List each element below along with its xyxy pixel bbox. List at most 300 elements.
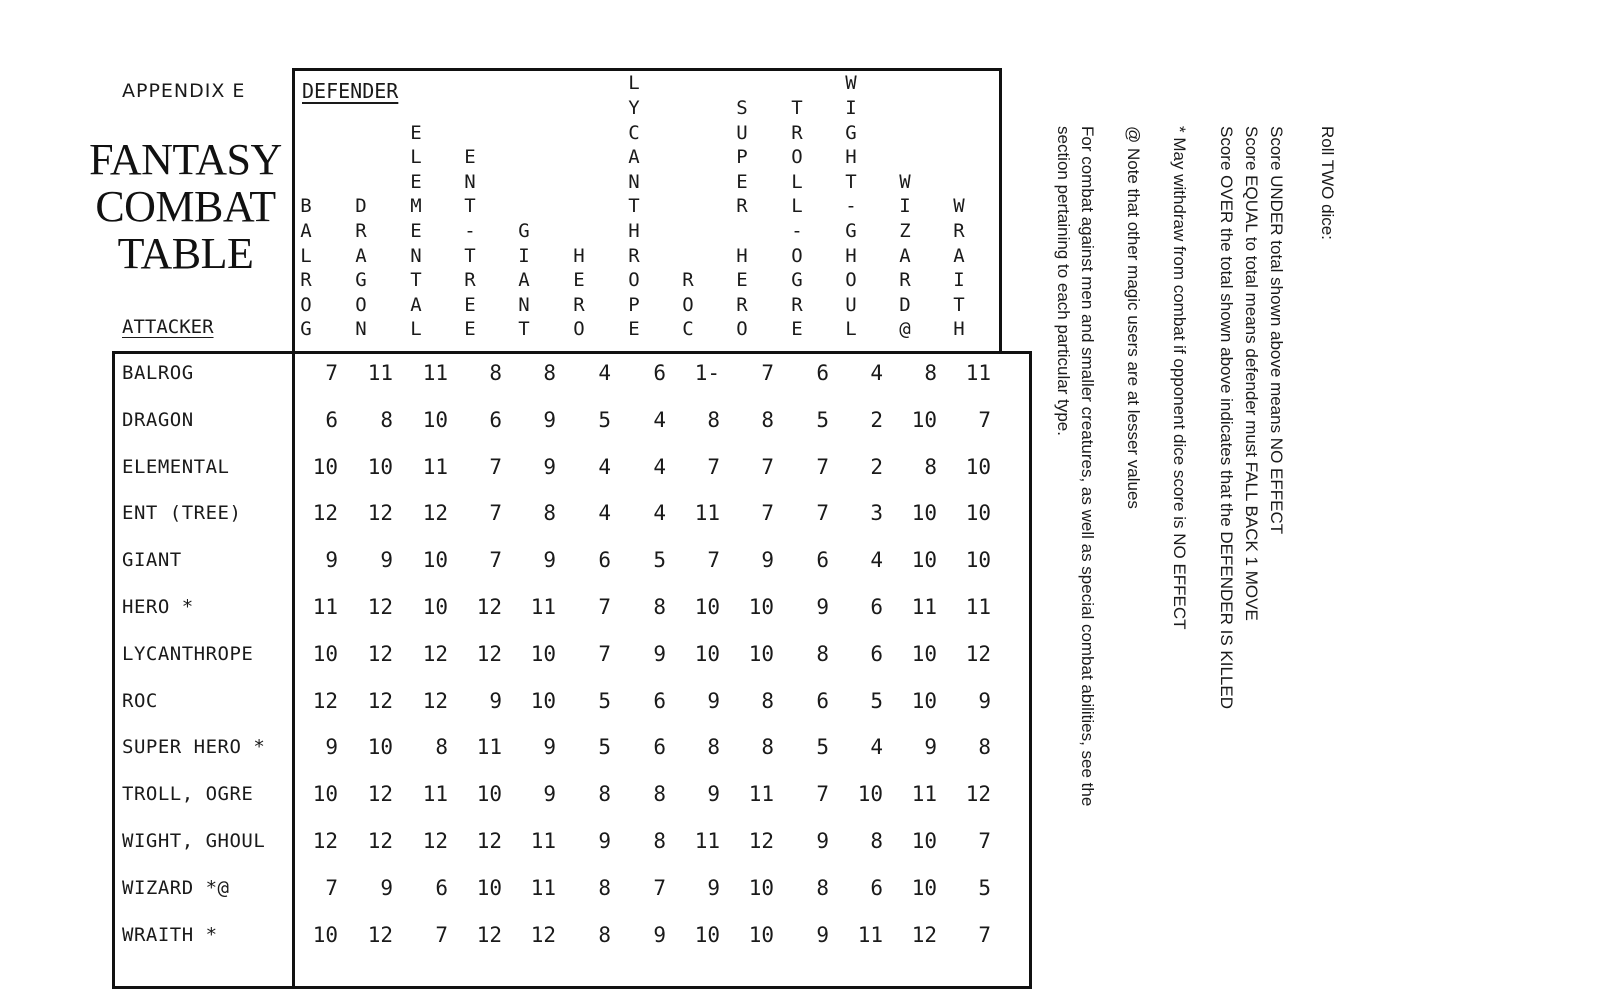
attacker-row-label: ELEMENTAL	[122, 455, 230, 478]
header-letter: G	[845, 121, 857, 144]
table-cell: 12	[965, 641, 991, 666]
table-cell: 8	[816, 875, 829, 900]
table-cell: 7	[978, 922, 991, 947]
defender-label: DEFENDER	[302, 79, 399, 103]
table-cell: 7	[761, 501, 774, 526]
table-cell: 10	[312, 641, 338, 666]
attacker-row-label: DRAGON	[122, 408, 194, 431]
header-letter: T	[845, 170, 857, 193]
attacker-row-label: HERO *	[122, 596, 194, 618]
table-cell: 9	[978, 688, 991, 713]
table-cell: 12	[312, 501, 338, 526]
table-cell: 7	[435, 922, 448, 947]
table-cell: 3	[870, 501, 883, 526]
table-cell: 7	[816, 782, 829, 807]
table-cell: 10	[965, 501, 991, 526]
header-letter: -	[845, 195, 857, 218]
table-cell: 7	[598, 641, 611, 666]
table-cell: 11	[530, 829, 556, 853]
header-letter: Z	[899, 220, 911, 243]
table-cell: 9	[816, 829, 829, 853]
table-cell: 10	[965, 454, 991, 479]
header-letter: H	[845, 244, 857, 267]
header-letter: A	[355, 244, 367, 267]
table-cell: 1-	[694, 361, 720, 385]
table-cell: 6	[653, 688, 666, 713]
header-letter: C	[682, 318, 694, 341]
table-cell: 9	[543, 548, 556, 573]
table-cell: 6	[816, 361, 829, 385]
header-letter: O	[736, 318, 748, 341]
header-letter: I	[899, 195, 911, 218]
table-cell: 11	[965, 595, 991, 619]
header-letter: E	[573, 269, 585, 292]
table-cell: 8	[489, 361, 502, 385]
table-cell: 5	[598, 688, 611, 713]
table-cell: 5	[816, 735, 829, 760]
table-cell: 10	[422, 595, 448, 619]
header-letter: L	[845, 318, 857, 341]
table-cell: 11	[367, 361, 393, 385]
table-cell: 10	[748, 875, 774, 900]
header-letter: I	[518, 244, 530, 267]
header-letter: T	[791, 97, 803, 120]
header-letter: E	[410, 121, 422, 144]
table-cell: 6	[870, 641, 883, 666]
header-letter: O	[628, 269, 640, 292]
table-cell: 10	[911, 407, 937, 432]
table-cell: 12	[422, 829, 448, 853]
notes-panel	[1030, 0, 1410, 1004]
table-cell: 2	[870, 454, 883, 479]
table-cell: 12	[422, 641, 448, 666]
table-cell: 5	[978, 875, 991, 900]
table-cell: 6	[816, 548, 829, 573]
attacker-row-label: LYCANTHROPE	[122, 642, 254, 665]
table-cell: 11	[422, 361, 448, 385]
header-letter	[736, 219, 747, 244]
note-star: * May withdraw from combat if opponent dice score is NO EFFECT	[1170, 126, 1189, 630]
table-cell: 4	[870, 735, 883, 760]
header-letter: T	[518, 318, 530, 341]
attacker-row-label: GIANT	[122, 549, 182, 572]
defender-column-header	[839, 71, 863, 342]
table-cell: 7	[761, 361, 774, 385]
table-cell: 9	[380, 548, 393, 573]
note-combat-2: section pertaining to each particular type.	[1054, 126, 1073, 436]
table-cell: 6	[653, 735, 666, 760]
table-cell: 10	[911, 688, 937, 713]
table-cell: 10	[911, 829, 937, 853]
table-cell: 10	[694, 595, 720, 619]
table-cell: 10	[312, 454, 338, 479]
header-letter: O	[355, 293, 367, 316]
table-cell: 12	[476, 829, 502, 853]
table-cell: 8	[380, 407, 393, 432]
table-cell: 6	[325, 407, 338, 432]
table-cell: 7	[978, 407, 991, 432]
table-cell: 5	[870, 688, 883, 713]
header-letter: T	[410, 269, 422, 292]
table-cell: 5	[598, 735, 611, 760]
table-cell: 11	[476, 735, 502, 760]
table-cell: 10	[694, 922, 720, 947]
table-cell: 6	[435, 875, 448, 900]
header-letter: N	[410, 244, 422, 267]
table-cell: 10	[694, 641, 720, 666]
header-letter: R	[300, 269, 312, 292]
table-cell: 4	[653, 454, 666, 479]
table-cell: 10	[422, 407, 448, 432]
header-letter: @	[899, 318, 911, 341]
table-cell: 6	[816, 688, 829, 713]
table-cell: 7	[978, 829, 991, 853]
header-letter: O	[682, 293, 694, 316]
table-cell: 8	[653, 782, 666, 807]
note-equal: Score EQUAL to total means defender must FALL BACK 1 MOVE	[1242, 126, 1261, 621]
table-cell: 9	[325, 735, 338, 760]
header-letter: E	[464, 293, 476, 316]
table-cell: 10	[312, 922, 338, 947]
table-cell: 7	[816, 454, 829, 479]
table-cell: 12	[422, 501, 448, 526]
table-cell: 4	[598, 361, 611, 385]
table-cell: 10	[857, 782, 883, 807]
header-letter: C	[628, 121, 640, 144]
table-cell: 9	[543, 454, 556, 479]
table-cell: 7	[489, 501, 502, 526]
table-cell: 12	[312, 829, 338, 853]
table-cell: 11	[694, 829, 720, 853]
table-cell: 9	[653, 922, 666, 947]
header-letter: -	[464, 220, 476, 243]
table-cell: 12	[312, 688, 338, 713]
defender-column-header	[567, 244, 591, 342]
table-cell: 9	[653, 641, 666, 666]
header-letter: O	[791, 146, 803, 169]
table-cell: 9	[761, 548, 774, 573]
table-cell: 10	[748, 641, 774, 666]
table-cell: 9	[924, 735, 937, 760]
header-letter: W	[899, 170, 911, 193]
header-letter: N	[355, 318, 367, 341]
table-cell: 10	[476, 875, 502, 900]
table-cell: 4	[598, 454, 611, 479]
table-cell: 10	[965, 548, 991, 573]
table-cell: 12	[476, 595, 502, 619]
header-letter: H	[845, 146, 857, 169]
table-cell: 11	[694, 501, 720, 526]
header-letter: G	[300, 318, 312, 341]
table-cell: 9	[543, 782, 556, 807]
table-cell: 7	[761, 454, 774, 479]
header-letter: E	[628, 318, 640, 341]
table-cell: 11	[530, 875, 556, 900]
table-cell: 12	[476, 641, 502, 666]
table-cell: 10	[911, 875, 937, 900]
table-cell: 6	[653, 361, 666, 385]
table-cell: 11	[422, 782, 448, 807]
table-cell: 12	[476, 922, 502, 947]
header-letter: S	[736, 97, 748, 120]
table-cell: 7	[707, 454, 720, 479]
table-cell: 7	[325, 875, 338, 900]
header-letter: N	[628, 170, 640, 193]
header-letter: A	[410, 293, 422, 316]
note-over: Score OVER the total shown above indicates that the DEFENDER IS KILLED	[1217, 126, 1236, 710]
table-cell: 10	[476, 782, 502, 807]
header-letter: R	[682, 269, 694, 292]
header-letter: E	[736, 170, 748, 193]
header-letter: E	[791, 318, 803, 341]
table-cell: 11	[530, 595, 556, 619]
header-letter: Y	[628, 97, 640, 120]
table-cell: 8	[598, 782, 611, 807]
header-letter: G	[845, 220, 857, 243]
table-cell: 6	[489, 407, 502, 432]
note-combat-1: For combat against men and smaller creatures, as well as special combat abilities, see the	[1078, 126, 1097, 807]
title-line-1: FANTASY	[89, 135, 282, 184]
table-cell: 9	[598, 829, 611, 853]
table-cell: 4	[870, 361, 883, 385]
header-letter: E	[736, 269, 748, 292]
table-cell: 10	[911, 501, 937, 526]
table-cell: 11	[857, 922, 883, 947]
header-letter: R	[953, 220, 965, 243]
table-cell: 9	[543, 407, 556, 432]
table-cell: 9	[816, 922, 829, 947]
header-letter: B	[300, 195, 312, 218]
header-letter: G	[355, 269, 367, 292]
table-cell: 10	[911, 548, 937, 573]
header-letter: I	[845, 97, 857, 120]
attacker-row-label: BALROG	[122, 362, 194, 384]
table-cell: 7	[598, 595, 611, 619]
table-cell: 12	[367, 782, 393, 807]
header-letter: H	[736, 244, 748, 267]
title-line-3: TABLE	[117, 229, 254, 278]
table-cell: 11	[911, 595, 937, 619]
header-letter: A	[953, 244, 965, 267]
table-cell: 4	[653, 501, 666, 526]
table-cell: 8	[870, 829, 883, 853]
table-cell: 5	[653, 548, 666, 573]
table-cell: 7	[707, 548, 720, 573]
header-letter: O	[573, 318, 585, 341]
table-cell: 8	[707, 735, 720, 760]
header-letter: G	[791, 269, 803, 292]
header-letter: G	[518, 220, 530, 243]
defender-column-header	[947, 194, 971, 342]
table-cell: 6	[870, 595, 883, 619]
table-cell: 11	[748, 782, 774, 807]
table-cell: 11	[312, 595, 338, 619]
table-cell: 8	[653, 595, 666, 619]
header-letter: R	[791, 293, 803, 316]
header-letter: U	[845, 293, 857, 316]
table-cell: 9	[707, 875, 720, 900]
table-cell: 10	[530, 641, 556, 666]
header-letter: O	[845, 269, 857, 292]
table-cell: 9	[380, 875, 393, 900]
header-letter: E	[410, 170, 422, 193]
table-cell: 10	[748, 595, 774, 619]
table-cell: 4	[870, 548, 883, 573]
table-cell: 9	[816, 595, 829, 619]
table-cell: 7	[816, 501, 829, 526]
table-cell: 12	[965, 782, 991, 807]
header-letter: R	[573, 293, 585, 316]
table-cell: 7	[489, 548, 502, 573]
table-cell: 9	[489, 688, 502, 713]
table-cell: 7	[653, 875, 666, 900]
table-cell: 8	[924, 361, 937, 385]
header-letter: R	[355, 220, 367, 243]
header-letter: R	[628, 244, 640, 267]
header-letter: I	[953, 269, 965, 292]
defender-column-header	[349, 194, 373, 342]
table-cell: 10	[748, 922, 774, 947]
header-letter: L	[791, 170, 803, 193]
header-letter: N	[464, 170, 476, 193]
attacker-row-label: WIGHT, GHOUL	[122, 830, 266, 852]
header-letter: T	[628, 195, 640, 218]
header-letter: T	[464, 195, 476, 218]
header-letter: A	[628, 146, 640, 169]
header-letter: A	[518, 269, 530, 292]
attacker-row-label: ROC	[122, 689, 158, 712]
header-letter: L	[791, 195, 803, 218]
header-letter: L	[410, 318, 422, 341]
table-cell: 2	[870, 407, 883, 432]
header-letter: R	[736, 195, 748, 218]
header-letter: N	[518, 293, 530, 316]
table-cell: 10	[312, 782, 338, 807]
page-title	[78, 136, 293, 277]
header-letter: U	[736, 121, 748, 144]
table-cell: 12	[367, 922, 393, 947]
header-letter: O	[791, 244, 803, 267]
table-cell: 6	[598, 548, 611, 573]
attacker-row-label: TROLL, OGRE	[122, 783, 254, 806]
header-letter: E	[464, 146, 476, 169]
title-line-2: COMBAT	[95, 182, 276, 231]
defender-column-header	[458, 145, 482, 342]
table-cell: 6	[870, 875, 883, 900]
table-cell: 10	[530, 688, 556, 713]
header-letter: W	[953, 195, 965, 218]
table-cell: 7	[489, 454, 502, 479]
table-cell: 8	[761, 407, 774, 432]
attacker-row-label: WIZARD *@	[122, 876, 230, 899]
table-cell: 11	[965, 361, 991, 385]
note-at: @ Note that other magic users are at lesser values	[1124, 126, 1143, 509]
header-letter: E	[410, 220, 422, 243]
header-letter: A	[899, 244, 911, 267]
header-letter: L	[300, 244, 312, 267]
attacker-row-label: ENT (TREE)	[122, 502, 242, 525]
header-letter: D	[355, 195, 367, 218]
table-cell: 8	[978, 735, 991, 760]
table-cell: 12	[422, 688, 448, 713]
defender-column-header	[512, 219, 536, 342]
table-cell: 11	[911, 782, 937, 807]
table-cell: 12	[367, 641, 393, 666]
table-cell: 12	[367, 501, 393, 526]
header-letter: T	[953, 293, 965, 316]
note-roll: Roll TWO dice:	[1318, 126, 1337, 240]
table-cell: 8	[598, 922, 611, 947]
table-cell: 11	[422, 454, 448, 479]
defender-column-header	[404, 121, 428, 342]
defender-column-header	[622, 71, 646, 342]
attacker-label: ATTACKER	[122, 316, 214, 338]
table-cell: 9	[707, 688, 720, 713]
table-cell: 12	[367, 595, 393, 619]
table-cell: 5	[598, 407, 611, 432]
header-letter: R	[791, 121, 803, 144]
defender-column-header	[785, 96, 809, 342]
defender-column-header	[893, 170, 917, 342]
table-cell: 12	[748, 829, 774, 853]
table-cell: 12	[367, 688, 393, 713]
table-cell: 8	[543, 501, 556, 526]
note-under: Score UNDER total shown above means NO EFFECT	[1267, 126, 1286, 535]
table-cell: 9	[543, 735, 556, 760]
header-letter: H	[573, 244, 585, 267]
table-cell: 9	[325, 548, 338, 573]
table-cell: 8	[543, 361, 556, 385]
table-cell: 5	[816, 407, 829, 432]
table-cell: 10	[911, 641, 937, 666]
table-cell: 8	[761, 688, 774, 713]
table-cell: 9	[707, 782, 720, 807]
table-cell: 10	[422, 548, 448, 573]
table-cell: 8	[761, 735, 774, 760]
header-letter: R	[464, 269, 476, 292]
header-letter: P	[736, 146, 748, 169]
header-letter: R	[736, 293, 748, 316]
table-cell: 8	[653, 829, 666, 853]
defender-column-header	[676, 268, 700, 342]
defender-column-header	[294, 194, 318, 342]
header-letter: H	[953, 318, 965, 341]
header-letter: D	[899, 293, 911, 316]
table-cell: 8	[924, 454, 937, 479]
header-letter: A	[300, 220, 312, 243]
table-cell: 4	[653, 407, 666, 432]
header-letter: L	[628, 72, 640, 95]
table-cell: 10	[367, 735, 393, 760]
table-cell: 12	[911, 922, 937, 947]
attacker-row-label: WRAITH *	[122, 923, 218, 946]
header-letter: P	[628, 293, 640, 316]
table-cell: 8	[816, 641, 829, 666]
header-letter: -	[791, 220, 803, 243]
header-letter: E	[464, 318, 476, 341]
header-letter: O	[300, 293, 312, 316]
table-cell: 12	[367, 829, 393, 853]
table-cell: 10	[367, 454, 393, 479]
header-letter: L	[410, 146, 422, 169]
table-cell: 8	[598, 875, 611, 900]
header-letter: M	[410, 195, 422, 218]
table-cell: 7	[325, 361, 338, 385]
header-letter: R	[899, 269, 911, 292]
table-cell: 8	[707, 407, 720, 432]
table-cell: 4	[598, 501, 611, 526]
appendix-label: APPENDIX E	[122, 80, 246, 102]
